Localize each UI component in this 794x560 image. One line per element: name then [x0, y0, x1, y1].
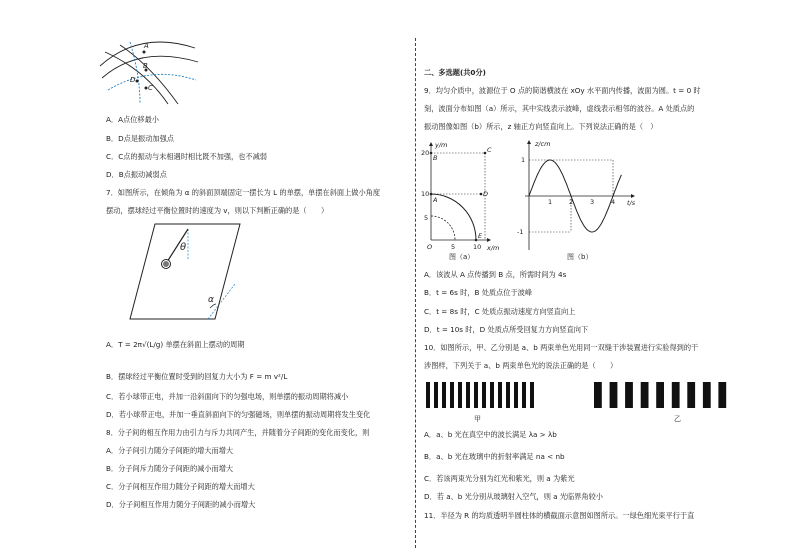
- label-C: C: [148, 84, 153, 92]
- fringe-bar: [610, 382, 618, 408]
- q9-option-d: D．t = 10s 时，D 处质点所受回复力方向竖直向下: [424, 325, 589, 334]
- q6-option-b: B．D点是振动加强点: [106, 134, 174, 143]
- fringe-bar: [466, 382, 470, 408]
- fig-b-ytick-neg1: -1: [517, 228, 524, 236]
- fig-a-ylabel: y/m: [435, 141, 448, 149]
- fringe-bar: [514, 382, 518, 408]
- fringe-bar: [450, 382, 454, 408]
- q7-option-a: A．T = 2π√(L/g) 单摆在斜面上摆动的周期: [106, 340, 245, 349]
- q6-option-d: D．B点振动减弱点: [106, 170, 167, 179]
- fringe-bar: [656, 382, 664, 408]
- section-title: 二、多选题(共0分): [424, 68, 486, 77]
- figure-a-wavefronts: [421, 138, 510, 261]
- fig-b-xtick-1: 1: [548, 198, 553, 206]
- q9-option-c: C．t = 8s 时，C 处质点振动速度方向竖直向上: [424, 307, 576, 316]
- theta-label: θ: [180, 242, 187, 253]
- fig-a-caption: 图（a）: [449, 253, 475, 261]
- q10-line-1: 10．如图所示，甲、乙分别是 a、b 两束单色光用同一双缝干涉装置进行实验得到的干: [424, 343, 699, 352]
- label-A: A: [144, 42, 149, 50]
- fringe-bar: [442, 382, 446, 408]
- q7-stem-2: 摆动，摆球经过平衡位置时的速度为 v，则以下判断正确的是（ ）: [106, 206, 329, 215]
- q9-option-a: A．该波从 A 点传播到 B 点，所需时间为 4s: [424, 270, 567, 279]
- fringe-bar: [426, 382, 430, 408]
- fringe-bar: [687, 382, 695, 408]
- column-divider: [415, 38, 416, 548]
- label-B: B: [143, 62, 148, 70]
- q11-line: 11．半径为 R 的均质透明半圆柱体的横截面示意图如图所示。一绿色细光束平行于直: [424, 511, 695, 520]
- q7-option-c: C．若小球带正电，并加一沿斜面向下的匀强电场，则单摆的振动周期将减小: [106, 392, 349, 401]
- figure-b-vibration-graph: [515, 138, 645, 260]
- q6-option-a: A．A点位移最小: [106, 115, 159, 124]
- fig-b-ylabel: z/cm: [535, 140, 551, 148]
- fringe-bar: [434, 382, 438, 408]
- fig-b-xtick-2: 2: [569, 198, 574, 206]
- q7-stem: 7．如图所示，在倾角为 α 的斜面顶端固定一摆长为 L 的单摆，单摆在斜面上做小角度: [106, 188, 381, 197]
- fringe-bar: [594, 382, 602, 408]
- label-yi: 乙: [674, 415, 681, 423]
- fringe-bar: [625, 382, 633, 408]
- q8-option-c: C．分子间相互作用力随分子间距的增大而增大: [106, 482, 255, 491]
- label-jia: 甲: [474, 415, 481, 423]
- q7-pendulum-figure: [130, 224, 240, 324]
- fig-a-C: C: [487, 146, 492, 154]
- q7-option-b: B．摆球经过平衡位置时受到的回复力大小为 F = m v²/L: [106, 372, 288, 381]
- fringe-bar: [458, 382, 462, 408]
- q8-option-d: D．分子间相互作用力随分子间距的减小而增大: [106, 500, 256, 509]
- fig-b-xtick-3: 3: [590, 198, 595, 206]
- fig-a-ytick-20: 20: [421, 149, 430, 157]
- fringe-bar: [490, 382, 494, 408]
- q7-option-d: D．若小球带正电，并加一垂直斜面向下的匀强磁场，则单摆的振动周期将发生变化: [106, 410, 371, 419]
- q8-option-a: A．分子间引力随分子间距的增大而增大: [106, 446, 234, 455]
- alpha-label: α: [208, 295, 214, 305]
- q9-line-3: 振动图像如图（b）所示，z 轴正方向竖直向上。下列说法正确的是（ ）: [424, 122, 658, 131]
- fig-a-xtick-10: 10: [473, 243, 482, 251]
- q9-line-1: 9．均匀介质中，波源位于 O 点的简谐横波在 xOy 水平面内传播，波面为圆。t = 0 时: [424, 86, 701, 95]
- fig-a-B: B: [433, 154, 438, 162]
- fig-b-xlabel: t/s: [627, 199, 636, 207]
- fig-a-xlabel: x/m: [487, 244, 500, 252]
- q10-interference-patterns: [424, 380, 739, 422]
- fig-a-D: D: [483, 190, 489, 198]
- fringe-bar: [703, 382, 711, 408]
- q10-option-c: C．若该两束光分别为红光和紫光，则 a 为紫光: [424, 474, 575, 483]
- q6-wave-interference-figure: [100, 40, 200, 105]
- fringe-bar: [482, 382, 486, 408]
- fringe-bar: [672, 382, 680, 408]
- fig-b-ytick-1: 1: [521, 156, 526, 164]
- q10-option-b: B．a、b 光在玻璃中的折射率满足 na < nb: [424, 452, 565, 461]
- fig-a-E: E: [478, 232, 483, 240]
- fringe-bar: [522, 382, 526, 408]
- fig-b-xtick-4: 4: [611, 198, 616, 206]
- q8-stem: 8．分子间的相互作用力由引力与斥力共同产生，并随着分子间距的变化而变化，则: [106, 428, 370, 437]
- fringe-bar: [498, 382, 502, 408]
- fringe-bar: [530, 382, 534, 408]
- q10-option-d: D．若 a、b 光分别从玻璃射入空气，则 a 光临界角较小: [424, 492, 603, 501]
- q9-option-b: B．t = 6s 时，B 处质点位于波峰: [424, 288, 533, 297]
- q8-option-b: B．分子间斥力随分子间距的减小而增大: [106, 464, 234, 473]
- fringe-bar: [506, 382, 510, 408]
- fringe-bar: [718, 382, 726, 408]
- fig-a-ytick-10: 10: [421, 190, 430, 198]
- q10-line-2: 涉图样，下列关于 a、b 两束单色光的说法正确的是（ ）: [424, 361, 618, 370]
- q10-option-a: A．a、b 光在真空中的波长满足 λa > λb: [424, 430, 557, 439]
- fringe-bar: [474, 382, 478, 408]
- label-D: D: [130, 76, 136, 84]
- fig-a-origin: O: [427, 243, 433, 251]
- q9-line-2: 刻，波面分布如图（a）所示，其中实线表示波峰，虚线表示相邻的波谷。A 处质点的: [424, 104, 695, 113]
- fig-a-A: A: [433, 196, 438, 204]
- fringe-bar: [641, 382, 649, 408]
- q6-option-c: C．C点的振动与未相遇时相比既不加强，也不减弱: [106, 152, 267, 161]
- fig-a-xtick-5: 5: [451, 243, 456, 251]
- fig-a-ytick-5: 5: [424, 214, 429, 222]
- fig-b-caption: 图（b）: [567, 253, 593, 261]
